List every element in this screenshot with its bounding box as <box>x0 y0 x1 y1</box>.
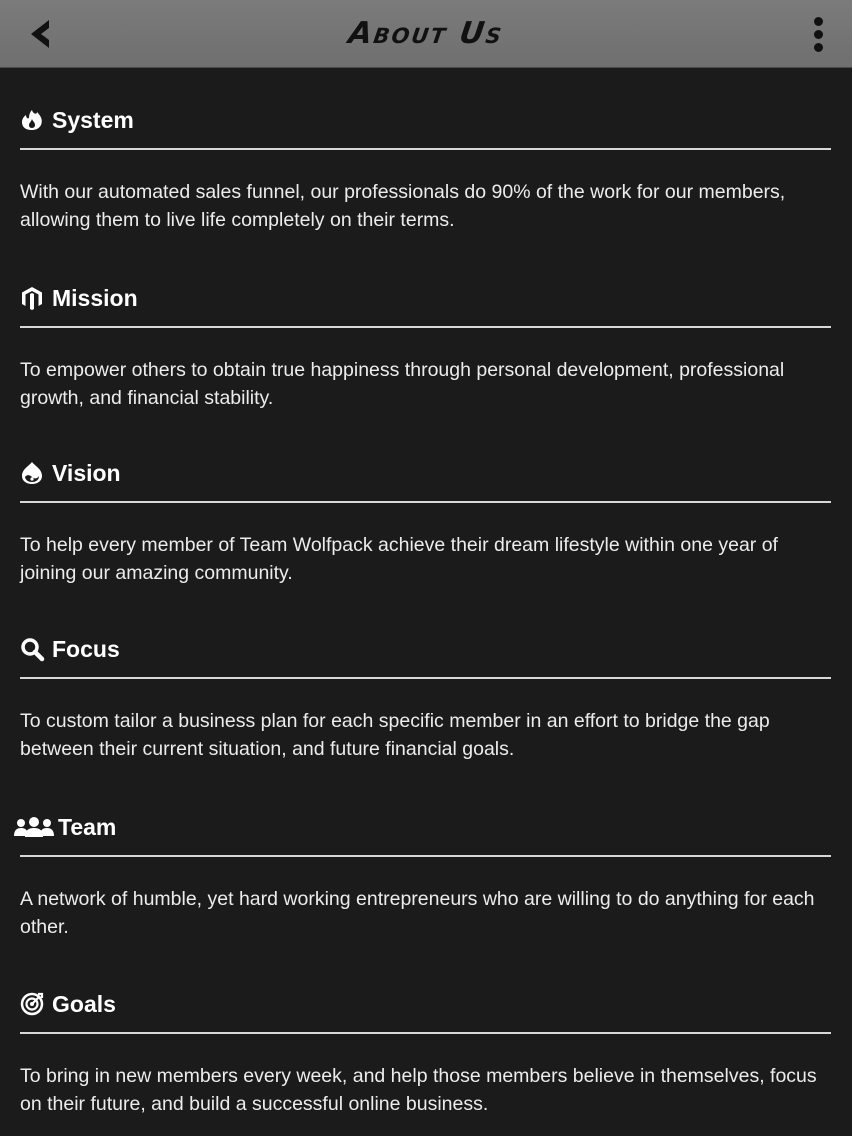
fire-icon <box>18 106 46 134</box>
section-divider <box>20 501 831 503</box>
section-description: With our automated sales funnel, our professionals do 90% of the work for our members, allowing them to live life completely on their terms. <box>20 181 786 231</box>
section-divider <box>20 1032 831 1034</box>
more-vertical-icon <box>814 17 823 26</box>
section-header <box>20 629 831 669</box>
more-options-button[interactable] <box>806 14 830 54</box>
section-system <box>20 100 831 234</box>
section-vision <box>20 453 831 587</box>
target-icon <box>18 990 46 1018</box>
section-title: Goals <box>52 990 116 1017</box>
section-title: Mission <box>52 284 138 311</box>
section-description: To custom tailor a business plan for each specific member in an effort to bridge the gap between their current situation, and future financial goals. <box>20 710 770 760</box>
section-mission <box>20 278 831 412</box>
section-title: Focus <box>52 635 120 662</box>
section-divider <box>20 677 831 679</box>
section-team <box>20 807 831 941</box>
top-app-bar <box>0 0 852 67</box>
section-divider <box>20 326 831 328</box>
section-divider <box>20 855 831 857</box>
section-header <box>20 807 831 847</box>
section-header <box>20 984 831 1024</box>
section-description: A network of humble, yet hard working entrepreneurs who are willing to do anything for each other. <box>20 888 815 938</box>
section-divider <box>20 148 831 150</box>
section-title: System <box>52 106 134 133</box>
section-title: Vision <box>52 459 121 486</box>
section-title: Team <box>58 813 117 840</box>
section-description: To help every member of Team Wolfpack achieve their dream lifestyle within one year of joining our amazing community. <box>20 534 778 584</box>
section-header <box>20 453 831 493</box>
section-focus <box>20 629 831 763</box>
section-description: To empower others to obtain true happiness through personal development, professional growth, and financial stability. <box>20 359 785 409</box>
drupal-icon <box>18 459 46 487</box>
section-header <box>20 100 831 140</box>
users-icon <box>12 813 56 841</box>
section-header <box>20 278 831 318</box>
page-title: About Us <box>346 16 506 51</box>
section-goals <box>20 984 831 1118</box>
magento-icon <box>18 284 46 312</box>
search-icon <box>18 635 46 663</box>
section-description: To bring in new members every week, and help those members believe in themselves, focus on their future, and build a successful online business. <box>20 1065 817 1115</box>
